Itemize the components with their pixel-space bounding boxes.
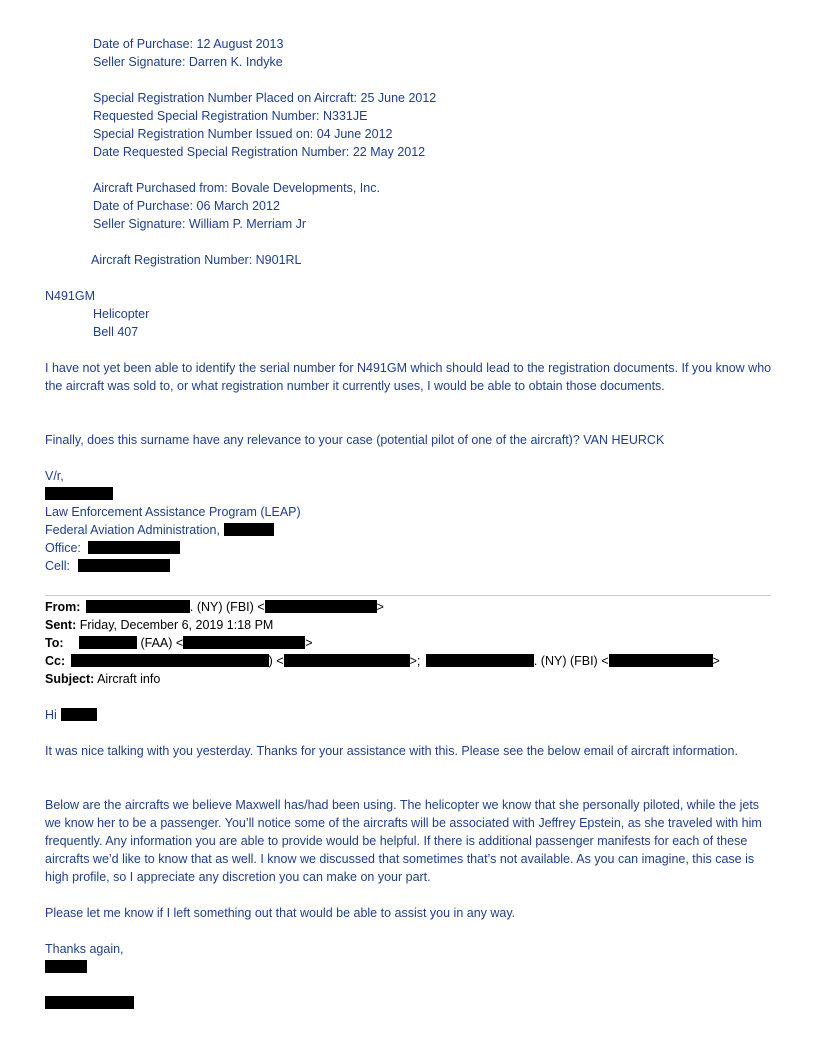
sent-label: Sent: xyxy=(45,618,77,632)
redaction-bar xyxy=(609,654,713,667)
cc-text-end: > xyxy=(712,654,720,668)
cc-label: Cc: xyxy=(45,654,66,668)
subject-label: Subject: xyxy=(45,672,95,686)
redaction-bar xyxy=(265,600,377,613)
email-sent-row xyxy=(45,616,273,634)
special-reg-date-requested: Date Requested Special Registration Number: 22 May 2012 xyxy=(93,145,426,159)
redaction-bar xyxy=(224,523,274,536)
email-greeting xyxy=(45,706,97,724)
cc-text: ) < xyxy=(268,654,284,668)
registration-number: Aircraft Registration Number: N901RL xyxy=(91,253,302,267)
cc-text-3: . (NY) (FBI) < xyxy=(533,654,609,668)
email-from-row xyxy=(45,598,384,616)
aircraft-model: Bell 407 xyxy=(93,325,139,339)
seller-signature-1: Seller Signature: Darren K. Indyke xyxy=(93,55,283,69)
cc-text-2: >; xyxy=(409,654,421,668)
email-to-row xyxy=(45,634,313,652)
email-paragraph-3: Please let me know if I left something out that would be able to assist you in any way. xyxy=(45,906,516,920)
redaction-bar xyxy=(79,636,137,649)
signature-closing: V/r, xyxy=(45,469,64,483)
redaction-bar xyxy=(45,960,87,973)
purchased-from: Aircraft Purchased from: Bovale Developments, Inc. xyxy=(93,181,380,195)
email-closing: Thanks again, xyxy=(45,942,124,956)
redaction-bar xyxy=(88,541,180,554)
agency-text: Federal Aviation Administration, xyxy=(45,523,220,537)
signature-office xyxy=(45,539,180,557)
signature-name xyxy=(45,485,113,503)
redaction-bar xyxy=(284,654,410,667)
signature-agency xyxy=(45,521,274,539)
subject-value: Aircraft info xyxy=(94,672,161,686)
redaction-bar xyxy=(45,996,134,1009)
redaction-bar xyxy=(86,600,190,613)
sender-title xyxy=(45,994,134,1012)
purchase-date-1: Date of Purchase: 12 August 2013 xyxy=(93,37,284,51)
aircraft-type: Helicopter xyxy=(93,307,150,321)
from-text: . (NY) (FBI) < xyxy=(189,600,265,614)
cell-label: Cell: xyxy=(45,559,71,573)
redaction-bar xyxy=(78,559,170,572)
from-label: From: xyxy=(45,600,81,614)
email-paragraph-2: Below are the aircrafts we believe Maxwell has/had been using. The helicopter we know that she personally piloted, while the jets we know her to be a passenger. You’ll notice some of the aircrafts will be associated with Jeffrey Epstein, as she traveled with him frequently. Any information you are able to provide would be helpful. If there is additional passenger manifests for each of these aircrafts we’d like to know that as well. I know we discussed that sometimes that’s not available. As you can imagine, this case is high profile, so I appreciate any discretion you can make on your part. xyxy=(45,798,762,884)
from-text-end: > xyxy=(376,600,384,614)
special-reg-requested: Requested Special Registration Number: N331JE xyxy=(93,109,368,123)
special-reg-issued: Special Registration Number Issued on: 04 June 2012 xyxy=(93,127,393,141)
greeting-text: Hi xyxy=(45,708,57,722)
aircraft-tail-number: N491GM xyxy=(45,289,96,303)
signature-program: Law Enforcement Assistance Program (LEAP) xyxy=(45,505,301,519)
to-text-end: > xyxy=(305,636,313,650)
to-label: To: xyxy=(45,636,64,650)
office-label: Office: xyxy=(45,541,81,555)
redaction-bar xyxy=(426,654,534,667)
email-cc-row xyxy=(45,652,720,670)
email-subject-row xyxy=(45,670,160,688)
sent-value: Friday, December 6, 2019 1:18 PM xyxy=(76,618,274,632)
signature-cell xyxy=(45,557,170,575)
seller-signature-2: Seller Signature: William P. Merriam Jr xyxy=(93,217,307,231)
special-reg-placed: Special Registration Number Placed on Aircraft: 25 June 2012 xyxy=(93,91,437,105)
serial-paragraph: I have not yet been able to identify the serial number for N491GM which should lead to the registration documents. If you know who the aircraft was sold to, or what registration number it currently uses, I would be able to obtain those documents. xyxy=(45,361,772,393)
surname-paragraph: Finally, does this surname have any relevance to your case (potential pilot of one of the aircraft)? VAN HEURCK xyxy=(45,433,665,447)
redaction-bar xyxy=(45,487,113,500)
redaction-bar xyxy=(61,708,97,721)
redaction-bar xyxy=(71,654,269,667)
sender-name xyxy=(45,958,87,976)
separator-line xyxy=(45,595,771,596)
purchase-date-2: Date of Purchase: 06 March 2012 xyxy=(93,199,280,213)
email-paragraph-1: It was nice talking with you yesterday. Thanks for your assistance with this. Please see the below email of aircraft information. xyxy=(45,744,738,758)
to-text: (FAA) < xyxy=(137,636,184,650)
redaction-bar xyxy=(183,636,305,649)
